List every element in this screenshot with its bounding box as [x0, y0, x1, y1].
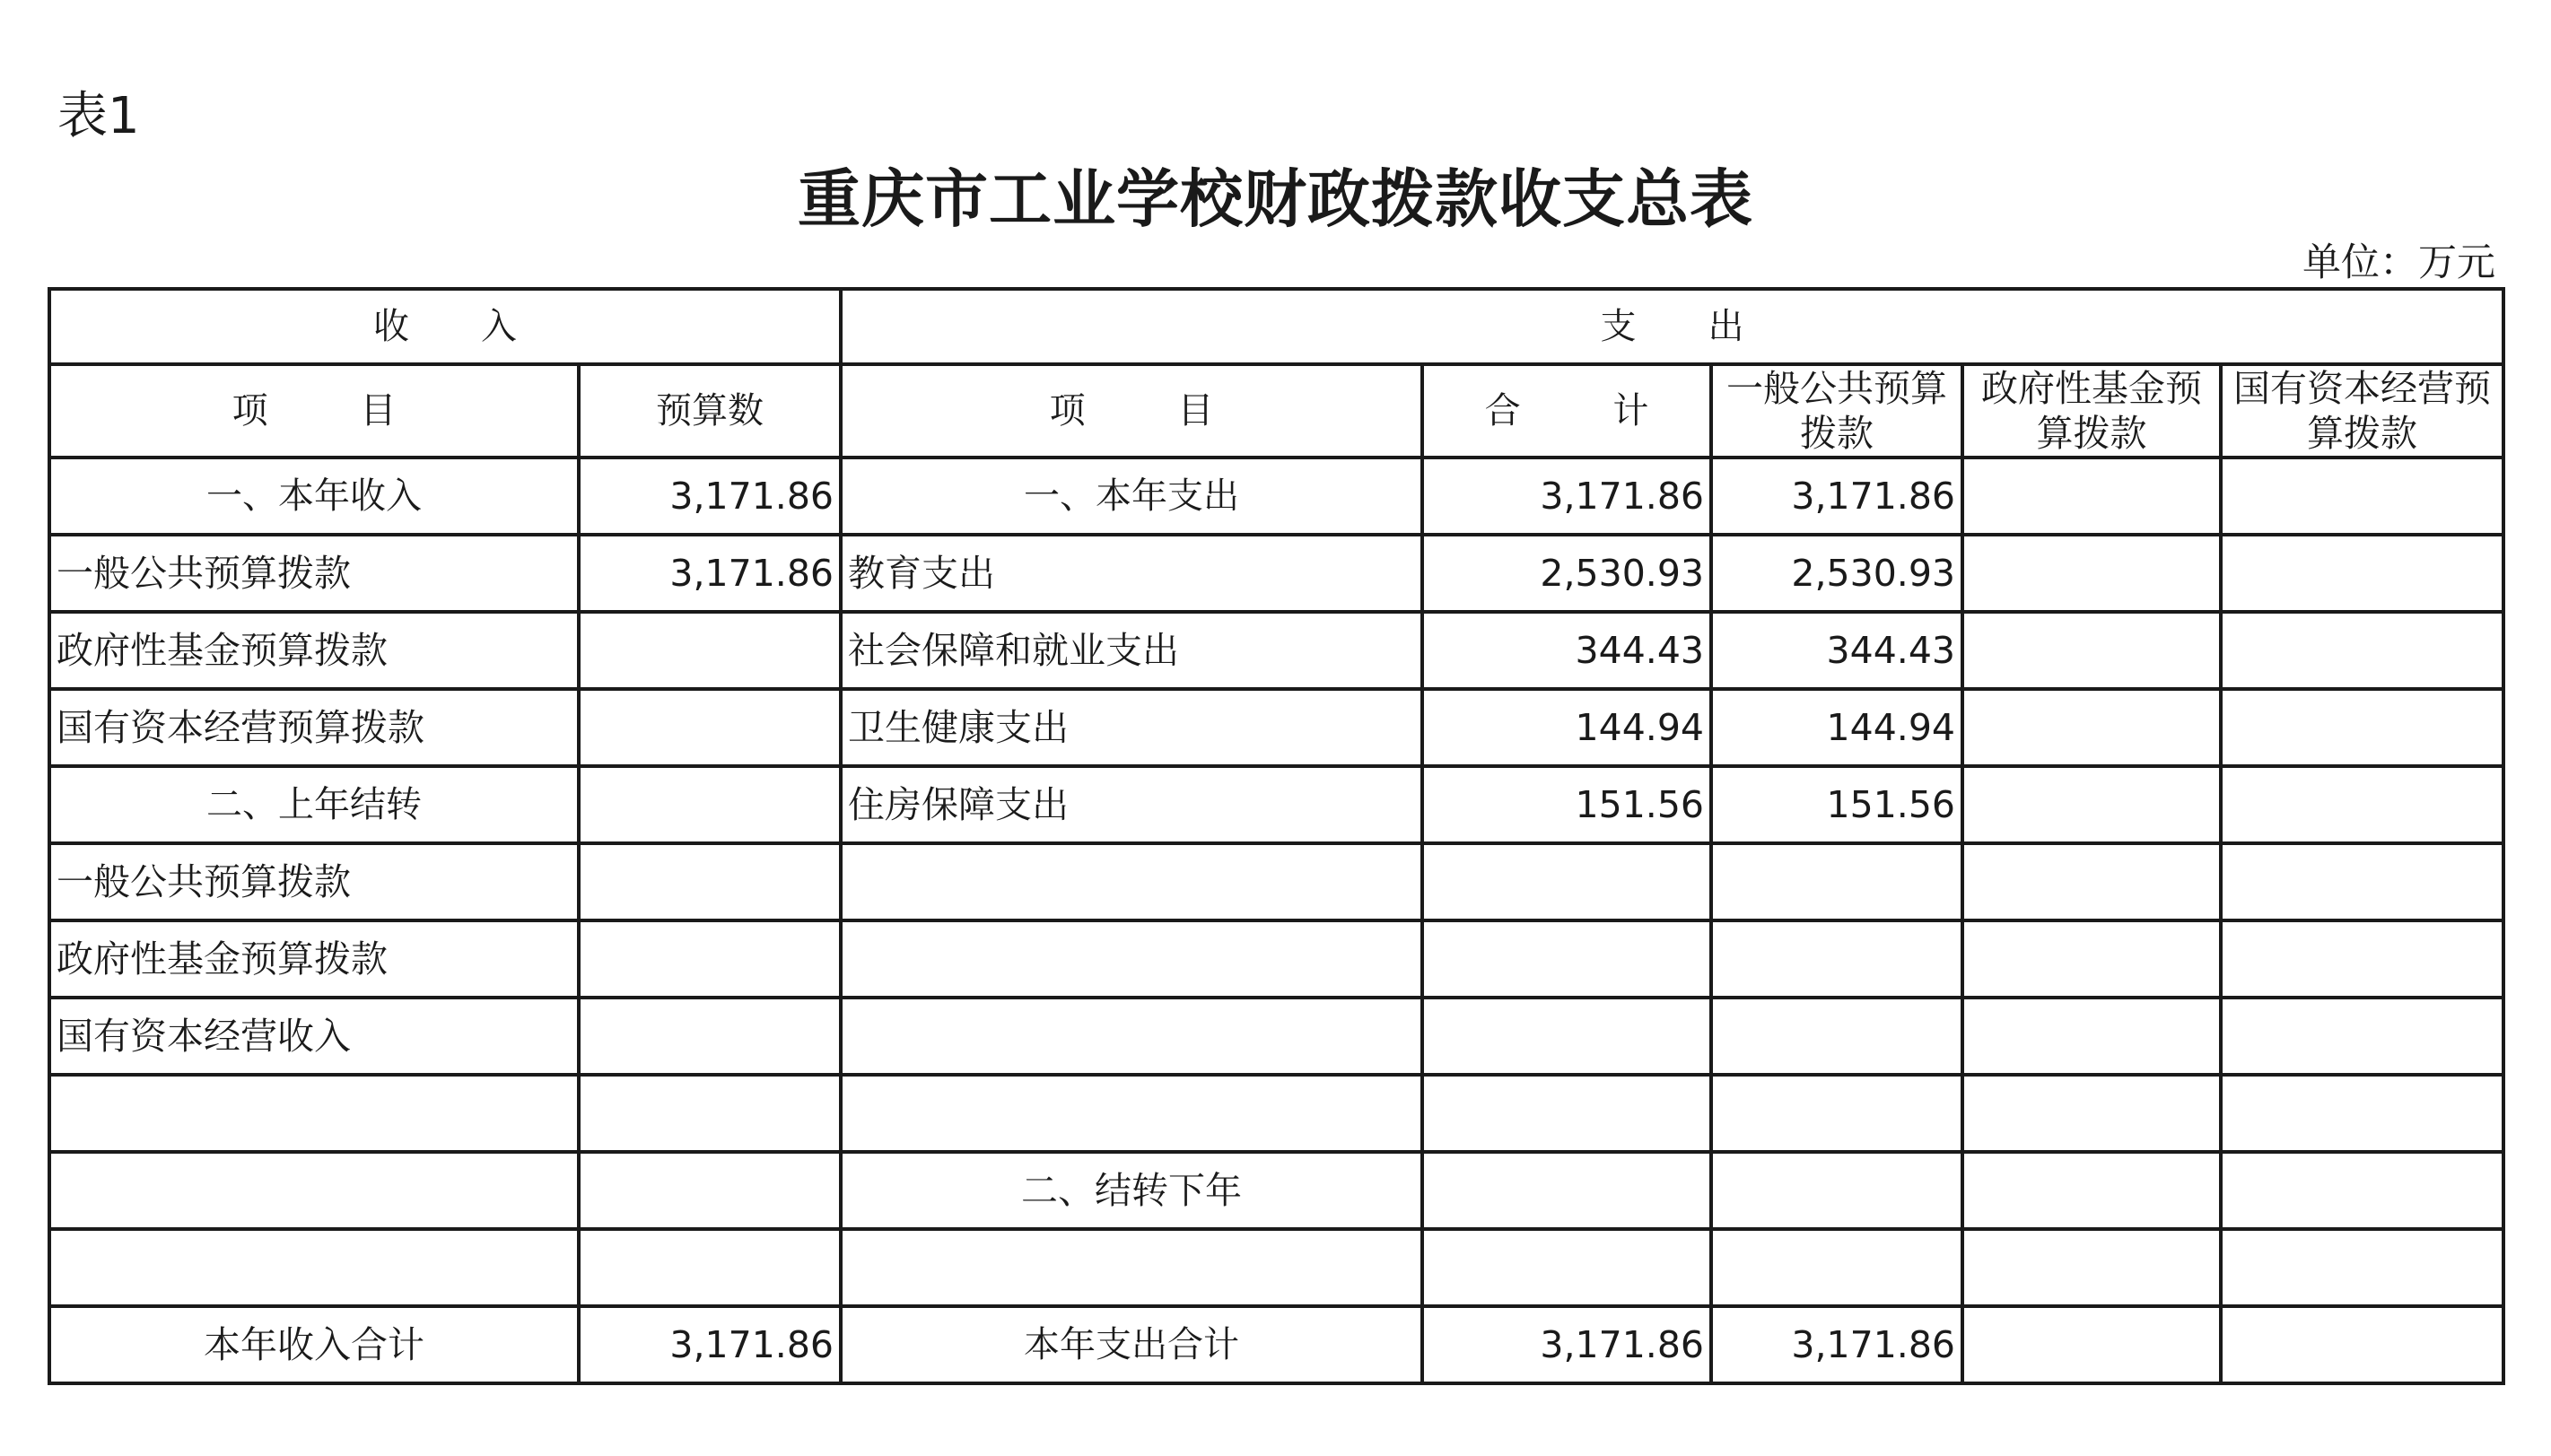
cell-income-budget: 3,171.86 [579, 458, 841, 535]
table-row [49, 843, 2503, 920]
cell-total: 3,171.86 [1422, 1306, 1711, 1383]
cell-gov-fund [1962, 458, 2221, 535]
cell-general-budget [1711, 1229, 1962, 1306]
cell-income-item: 一、本年收入 [49, 458, 579, 535]
cell-income-budget: 3,171.86 [579, 1306, 841, 1383]
table-row [49, 535, 2503, 612]
cell-general-budget [1711, 920, 1962, 998]
cell-total: 151.56 [1422, 766, 1711, 843]
income-section-header: 收 入 [49, 289, 841, 364]
income-budget-header: 预算数 [579, 364, 841, 458]
cell-total: 3,171.86 [1422, 458, 1711, 535]
table-row [49, 766, 2503, 843]
cell-income-item: 一般公共预算拨款 [49, 535, 579, 612]
cell-state-capital [2221, 612, 2503, 689]
cell-income-item: 本年收入合计 [49, 1306, 579, 1383]
cell-income-item: 一般公共预算拨款 [49, 843, 579, 920]
cell-general-budget [1711, 1075, 1962, 1152]
table-row [49, 1229, 2503, 1306]
state-capital-header: 国有资本经营预算拨款 [2221, 364, 2503, 458]
budget-summary-table [48, 287, 2505, 1385]
cell-state-capital [2221, 1229, 2503, 1306]
cell-gov-fund [1962, 612, 2221, 689]
cell-total [1422, 1152, 1711, 1229]
cell-total [1422, 998, 1711, 1075]
cell-expense-item [841, 1229, 1422, 1306]
cell-total: 2,530.93 [1422, 535, 1711, 612]
cell-expense-item: 一、本年支出 [841, 458, 1422, 535]
cell-income-budget [579, 843, 841, 920]
cell-total [1422, 1229, 1711, 1306]
cell-expense-item: 社会保障和就业支出 [841, 612, 1422, 689]
cell-gov-fund [1962, 1229, 2221, 1306]
cell-gov-fund [1962, 1152, 2221, 1229]
table-number-label: 表1 [57, 87, 140, 145]
cell-state-capital [2221, 843, 2503, 920]
cell-expense-item: 二、结转下年 [841, 1152, 1422, 1229]
cell-expense-item: 卫生健康支出 [841, 689, 1422, 766]
cell-income-item: 国有资本经营预算拨款 [49, 689, 579, 766]
cell-expense-item [841, 843, 1422, 920]
cell-gov-fund [1962, 689, 2221, 766]
cell-income-budget [579, 612, 841, 689]
document-title: 重庆市工业学校财政拨款收支总表 [798, 162, 1753, 236]
cell-general-budget: 344.43 [1711, 612, 1962, 689]
cell-state-capital [2221, 920, 2503, 998]
cell-income-budget [579, 1075, 841, 1152]
cell-income-budget [579, 998, 841, 1075]
cell-income-budget [579, 689, 841, 766]
income-item-header: 项 目 [49, 364, 579, 458]
cell-income-item [49, 1229, 579, 1306]
cell-total: 144.94 [1422, 689, 1711, 766]
cell-income-item: 二、上年结转 [49, 766, 579, 843]
general-budget-header: 一般公共预算拨款 [1711, 364, 1962, 458]
cell-general-budget [1711, 843, 1962, 920]
cell-expense-item: 本年支出合计 [841, 1306, 1422, 1383]
cell-general-budget: 3,171.86 [1711, 1306, 1962, 1383]
cell-total [1422, 843, 1711, 920]
cell-general-budget [1711, 998, 1962, 1075]
table-row [49, 689, 2503, 766]
cell-total: 344.43 [1422, 612, 1711, 689]
cell-total [1422, 920, 1711, 998]
table-row [49, 998, 2503, 1075]
cell-income-item: 国有资本经营收入 [49, 998, 579, 1075]
table-row [49, 458, 2503, 535]
cell-income-item: 政府性基金预算拨款 [49, 612, 579, 689]
gov-fund-header: 政府性基金预算拨款 [1962, 364, 2221, 458]
cell-gov-fund [1962, 920, 2221, 998]
cell-gov-fund [1962, 766, 2221, 843]
table-row [49, 1152, 2503, 1229]
table-row [49, 612, 2503, 689]
cell-income-budget [579, 1152, 841, 1229]
cell-state-capital [2221, 458, 2503, 535]
cell-state-capital [2221, 766, 2503, 843]
cell-expense-item: 教育支出 [841, 535, 1422, 612]
cell-gov-fund [1962, 1075, 2221, 1152]
cell-state-capital [2221, 1152, 2503, 1229]
cell-state-capital [2221, 1075, 2503, 1152]
cell-general-budget: 151.56 [1711, 766, 1962, 843]
cell-total [1422, 1075, 1711, 1152]
cell-general-budget: 2,530.93 [1711, 535, 1962, 612]
expense-item-header: 项 目 [841, 364, 1422, 458]
cell-income-budget [579, 766, 841, 843]
cell-state-capital [2221, 535, 2503, 612]
cell-state-capital [2221, 1306, 2503, 1383]
cell-state-capital [2221, 689, 2503, 766]
cell-general-budget [1711, 1152, 1962, 1229]
unit-label: 单位：万元 [2302, 240, 2495, 285]
expense-section-header: 支 出 [841, 289, 2503, 364]
section-header-row [49, 289, 2503, 364]
table-row [49, 1306, 2503, 1383]
cell-gov-fund [1962, 1306, 2221, 1383]
column-header-row [49, 364, 2503, 458]
table-row [49, 1075, 2503, 1152]
cell-gov-fund [1962, 535, 2221, 612]
cell-gov-fund [1962, 843, 2221, 920]
cell-income-budget: 3,171.86 [579, 535, 841, 612]
cell-state-capital [2221, 998, 2503, 1075]
cell-income-budget [579, 920, 841, 998]
cell-expense-item [841, 1075, 1422, 1152]
cell-gov-fund [1962, 998, 2221, 1075]
cell-expense-item [841, 998, 1422, 1075]
cell-income-item [49, 1075, 579, 1152]
cell-expense-item: 住房保障支出 [841, 766, 1422, 843]
cell-expense-item [841, 920, 1422, 998]
total-header: 合 计 [1422, 364, 1711, 458]
cell-income-item [49, 1152, 579, 1229]
table-row [49, 920, 2503, 998]
cell-income-budget [579, 1229, 841, 1306]
cell-income-item: 政府性基金预算拨款 [49, 920, 579, 998]
cell-general-budget: 144.94 [1711, 689, 1962, 766]
cell-general-budget: 3,171.86 [1711, 458, 1962, 535]
